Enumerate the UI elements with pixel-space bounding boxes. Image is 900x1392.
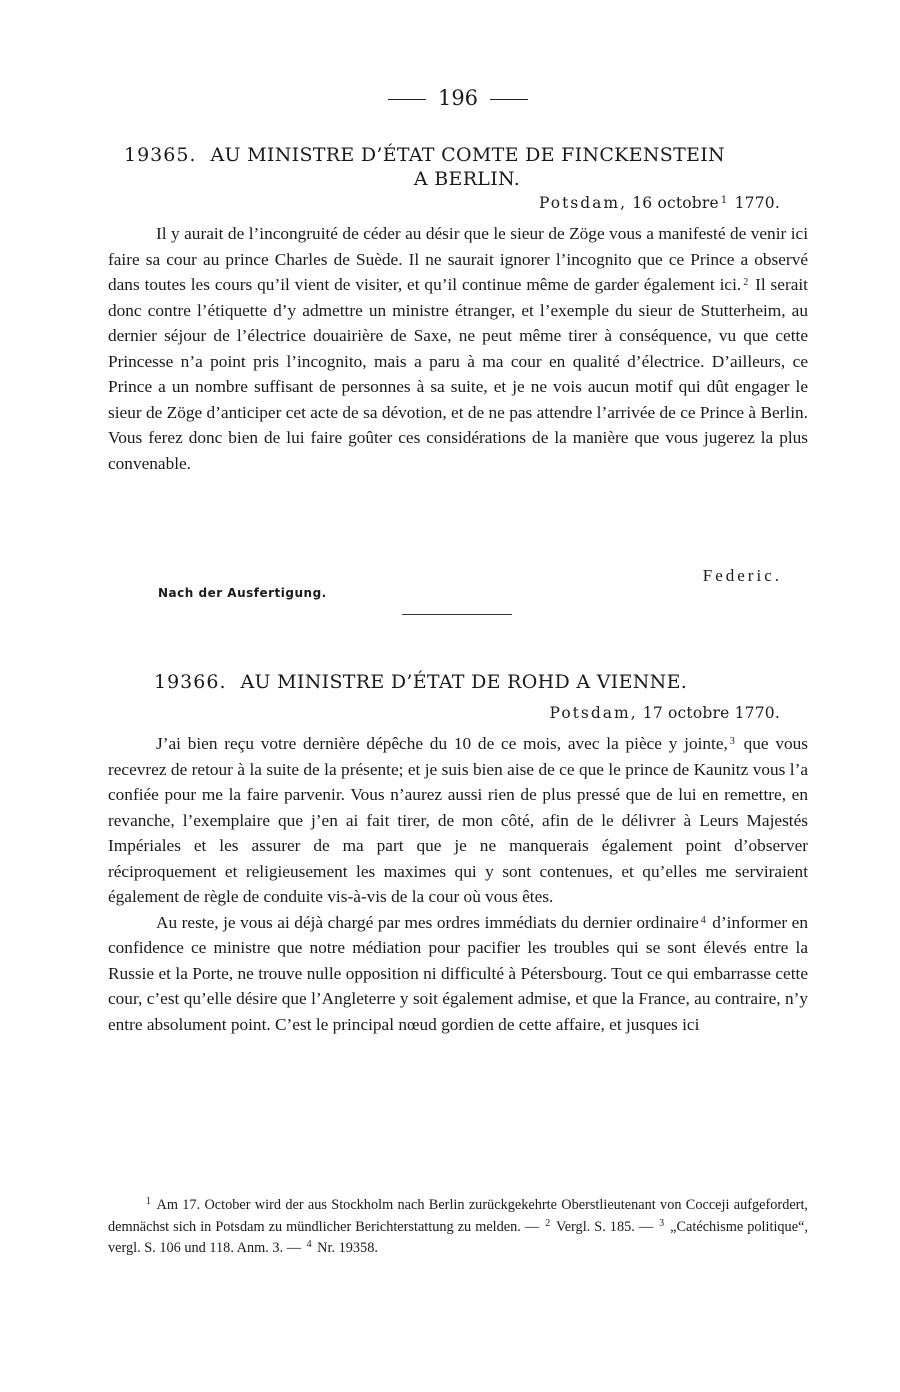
section-rule [402,614,512,615]
letter-heading [124,670,810,694]
footnote-ref: 2 [743,277,749,288]
footnote-ref: 1 [720,195,728,206]
letter-recipient: AU MINISTRE D’ÉTAT DE ROHD A VIENNE. [240,671,688,693]
letter-number: 19366. [154,671,227,693]
header-dash-left [388,99,426,100]
header-dash-right [490,99,528,100]
dateline-year: 1770. [734,194,780,212]
dateline-place: Potsdam, [538,194,628,212]
paragraph [108,731,808,910]
letter-heading [124,143,810,191]
letter-recipient: AU MINISTRE D’ÉTAT COMTE DE FINCKENSTEIN [210,144,725,166]
paragraph-text: que vous recevrez de retour à la suite de la présente; et je suis bien aise de ce que le prince de Kaunitz vous l’a confiée pour me la faire parvenir. Vous n’aurez aussi rien de plus pressé que de lui en remettre, en revanche, l’exemplaire que j’en ai fait tirer, de mon côté, afin de le délivrer à Leurs Majestés Impériales et les assurer de ma part que je ne manquerais également point d’observer réciproquement et religieusement les maximes qui y sont contenues, et qu’elles me serviraient également de règle de conduite vis-à-vis de la cour où vous êtes. [108,734,808,906]
footnote-text: Nr. 19358. [317,1240,378,1256]
footnote-marker: 2 [545,1217,551,1229]
letter-body [108,221,808,476]
footnote-marker: 1 [146,1196,151,1207]
page-number: 196 [437,86,479,110]
paragraph-text: Au reste, je vous ai déjà chargé par mes ordres immédiats du dernier ordinaire [156,912,699,932]
footnote-text: Am 17. October wird der aus Stockholm nach Berlin zurückgekehrte Oberstlieutenant von Cocceji aufgefordert, demnächst sich in Potsdam zu mündlicher Berichterstattung zu melden. — [108,1197,808,1235]
letter-body [108,731,808,1037]
letter-recipient-place: A BERLIN. [413,168,521,190]
footnote [108,1195,808,1260]
footnote-text: Vergl. S. 185. — [555,1218,654,1235]
dateline-date: 17 octobre 1770. [642,704,780,722]
dateline [539,194,780,212]
footnote-ref: 4 [700,914,706,926]
footnote-ref: 3 [729,736,735,747]
paragraph-text: Il serait donc contre l’étiquette d’y admettre un ministre étranger, et l’exemple du sieur de Stutterheim, au dernier séjour de l’électrice douairière de Saxe, ne peut même tirer à conséquence, vu que cette Princesse n’a point pris l’incognito, mais a paru à ma cour en qualité d’électrice. D’ailleurs, ce Prince a un nombre suffisant de personnes à sa suite, et je ne vois aucun motif qui dût engager le sieur de Zöge d’anticiper cet acte de sa dévotion, et de ne pas attendre l’arrivée de ce Prince à Berlin. Vous ferez donc bien de lui faire goûter ces considérations de la manière que vous jugerez la plus convenable. [108,275,808,473]
footnote-marker: 4 [306,1239,312,1250]
footnote-text: „Catéchisme politique“, vergl. S. 106 und 118. Anm. 3. — [108,1218,808,1256]
dateline-date: 16 octobre [632,194,719,212]
footnotes [108,1195,808,1260]
paragraph-text: d’informer en confidence ce ministre que notre médiation pour pacifier les troubles qui se sont élevés entre la Russie et la Porte, ne trouve nulle opposition ni difficulté à Pétersbourg. Tout ce qui embarrasse cette cour, c’est qu’elle désire que l’Angleterre y soit également admise, et que la France, au contraire, n’y entre absolument point. C’est le principal nœud gordien de cette affaire, et jusques ici [108,912,808,1034]
page-header [108,86,808,110]
dateline [550,704,780,722]
paragraph-text: Il y aurait de l’incongruité de céder au désir que le sieur de Zöge vous a manifesté de venir ici faire sa cour au prince Charles de Suède. Il ne saurait ignorer l’incognito que ce Prince a observé dans toutes les cours qu’il vient de visiter, et qu’il continue même de garder également ici. [108,224,808,294]
signature: Federic. [702,566,782,585]
dateline-place: Potsdam, [549,704,638,722]
source-note: Nach der Ausfertigung. [158,586,327,600]
footnote-marker: 3 [659,1217,665,1229]
paragraph-text: J’ai bien reçu votre dernière dépêche du 10 de ce mois, avec la pièce y jointe, [156,734,728,753]
paragraph [108,910,808,1038]
letter-number: 19365. [124,144,197,166]
paragraph [108,221,808,476]
